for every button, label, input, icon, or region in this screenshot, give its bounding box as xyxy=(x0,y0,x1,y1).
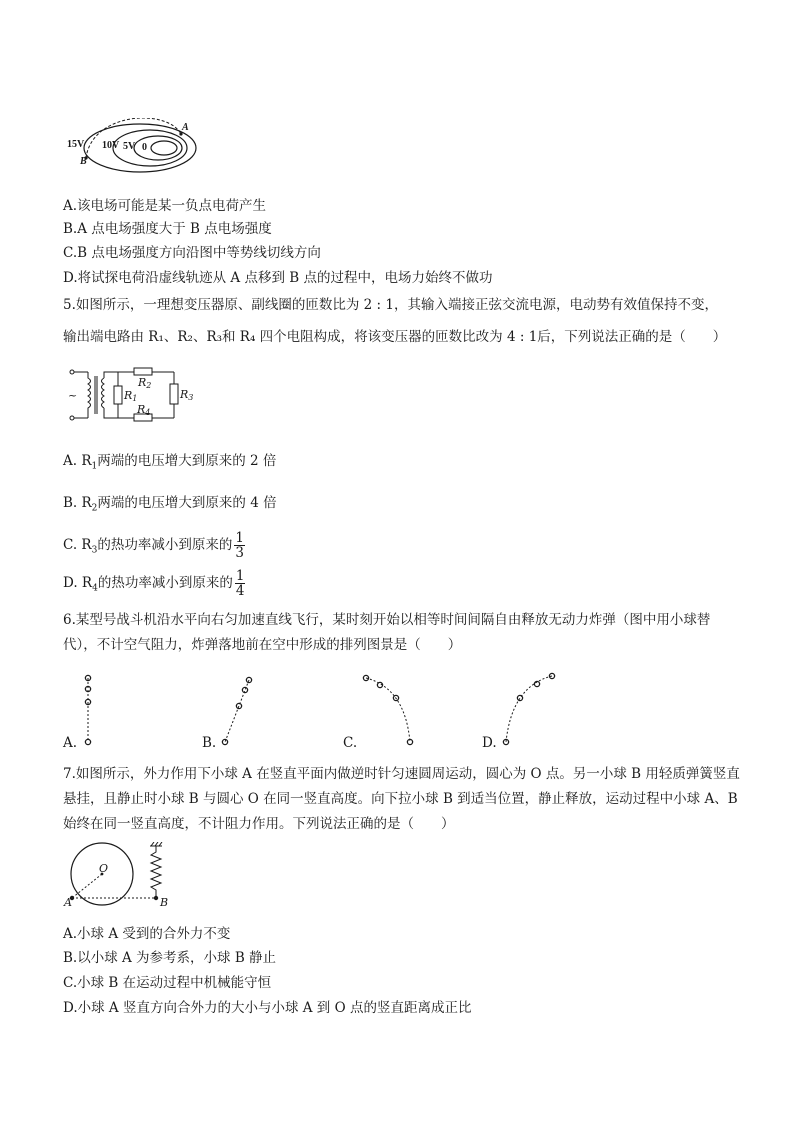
equipotential-figure xyxy=(62,118,202,188)
label-point-b: B xyxy=(80,156,87,167)
transformer-circuit-figure xyxy=(62,362,202,432)
q4-option-d: D.将试探电荷沿虚线轨迹从 A 点移到 B 点的过程中，电场力始终不做功 xyxy=(63,270,493,286)
q5-option-b: B. $R_2$两端的电压增大到原来的 4 倍 xyxy=(63,495,277,514)
label-r4: R4 xyxy=(137,403,151,417)
label-point-a: A xyxy=(182,122,189,133)
q5-stem-line2: 输出端电路由 R₁、R₂、R₃和 R₄ 四个电阻构成，将该变压器的匝数比改为 4 : 1后，下列说法正确的是（ ） xyxy=(63,329,727,345)
q4-option-b: B.A 点电场强度大于 B 点电场强度 xyxy=(63,221,272,237)
q6-choice-c-label: C. xyxy=(343,735,358,751)
q7-stem: 7.如图所示，外力作用下小球 A 在竖直平面内做逆时针匀速圆周运动，圆心为 O 点。另一小球 B 用轻质弹簧竖直悬挂，且静止时小球 B 与圆心 O 在同一竖直高度。向下拉小球 B 到适当位置，静止释放，运动过程中小球 A、B 始终在同一竖直高度，不计阻力作用。下列说法正确的是（ ） xyxy=(63,766,740,832)
q6-choice-a-label: A. xyxy=(63,735,78,751)
q5-option-d: D. $R_4$的热功率减小到原来的 $\frac{1}{4}$ xyxy=(63,568,245,599)
label-r3: R3 xyxy=(180,388,194,402)
q5-option-c: C. $R_3$的热功率减小到原来的 $\frac{1}{3}$ xyxy=(63,530,244,561)
label-15v: 15V xyxy=(67,139,85,150)
q6-choice-b-label: B. xyxy=(202,735,217,751)
q6-choice-d-label: D. xyxy=(482,735,497,751)
choice-a-trajectory xyxy=(85,675,90,744)
q4-option-c: C.B 点电场强度方向沿图中等势线切线方向 xyxy=(63,245,321,261)
label-r1: R1 xyxy=(124,389,138,403)
q4-option-a: A.该电场可能是某一负点电荷产生 xyxy=(63,198,267,214)
choice-d-trajectory xyxy=(503,673,554,744)
circle-spring-figure xyxy=(62,842,182,908)
label-10v: 10V xyxy=(102,140,120,151)
label-ball-a: A xyxy=(64,896,72,908)
q5-stem-line1: 5.如图所示，一理想变压器原、副线圈的匝数比为 2 : 1，其输入端接正弦交流电源，电动势有效值保持不变， xyxy=(63,297,718,313)
label-0v: 0 xyxy=(142,142,147,153)
choice-b-trajectory xyxy=(222,677,251,744)
ac-source-symbol: ~ xyxy=(68,389,78,402)
q5-option-a: A. $R_1$两端的电压增大到原来的 2 倍 xyxy=(63,453,277,472)
choice-c-trajectory xyxy=(363,675,412,744)
q6-stem: 6.某型号战斗机沿水平向右匀加速直线飞行，某时刻开始以相等时间间隔自由释放无动力炸弹（图中用小球替代），不计空气阻力，炸弹落地前在空中形成的排列图景是（ ） xyxy=(63,612,711,653)
fraction-one-third: $\frac{1}{3}$ xyxy=(235,530,244,561)
q7-option-a: A.小球 A 受到的合外力不变 xyxy=(63,926,231,942)
label-5v: 5V xyxy=(123,141,136,152)
label-ball-b: B xyxy=(160,896,169,908)
q7-option-c: C.小球 B 在运动过程中机械能守恒 xyxy=(63,975,272,991)
label-r2: R2 xyxy=(138,376,152,390)
label-center-o: O xyxy=(99,862,109,875)
fraction-one-quarter: $\frac{1}{4}$ xyxy=(235,568,245,599)
q7-option-b: B.以小球 A 为参考系，小球 B 静止 xyxy=(63,950,277,966)
q7-option-d: D.小球 A 竖直方向合外力的大小与小球 A 到 O 点的竖直距离成正比 xyxy=(63,1000,472,1016)
